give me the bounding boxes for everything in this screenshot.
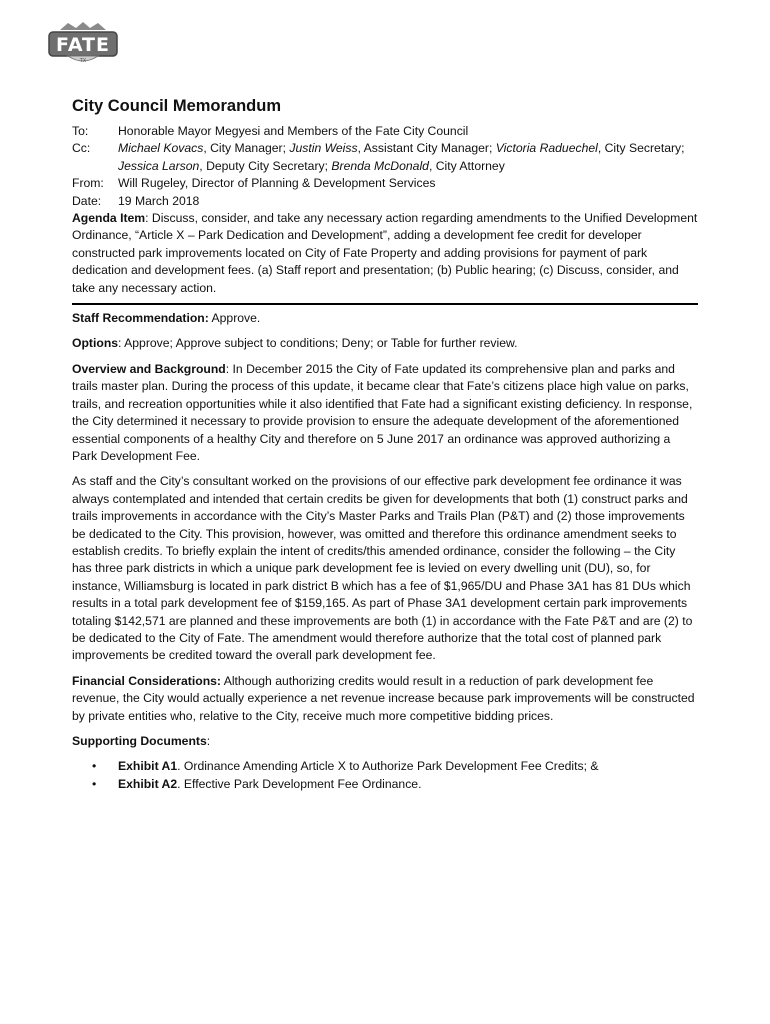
date-value: 19 March 2018 bbox=[118, 193, 200, 208]
cc-name: Brenda McDonald bbox=[331, 158, 429, 173]
financial-label: Financial Considerations: bbox=[72, 673, 221, 688]
page-title: City Council Memorandum bbox=[72, 97, 282, 115]
financial-considerations bbox=[72, 673, 698, 725]
agenda-text: : Discuss, consider, and take any necessary action regarding amendments to the Unified Development Ordinance, “Article X – Park Dedication and Development”, adding a development fee credit for developer constructed park improvements located on City of Fate Property and adding provisions for payment of park dedication and development fees. (a) Staff report and presentation; (b) Public hearing; (c) Discuss, consider, and take any necessary action. bbox=[72, 211, 698, 295]
exhibit-label: Exhibit A2 bbox=[118, 776, 178, 791]
cc-role: , Assistant City Manager; bbox=[357, 141, 496, 156]
options-text: : Approve; Approve subject to conditions; Deny; or Table for further review. bbox=[118, 336, 518, 351]
supporting-label: Supporting Documents bbox=[72, 734, 207, 748]
from-label: From: bbox=[72, 176, 104, 191]
list-item bbox=[72, 758, 698, 775]
exhibit-label: Exhibit A1 bbox=[118, 759, 178, 774]
supporting-documents-list bbox=[72, 758, 698, 793]
supporting-colon: : bbox=[206, 734, 211, 748]
fate-logo-icon bbox=[46, 20, 120, 66]
staff-recommendation-text: Approve. bbox=[208, 311, 261, 326]
overview-label: Overview and Background bbox=[72, 361, 226, 376]
bullet-icon: • bbox=[92, 776, 97, 791]
cc-role: , City Attorney bbox=[428, 158, 505, 173]
from-row bbox=[72, 175, 698, 192]
cc-label: Cc: bbox=[72, 141, 91, 156]
cc-role: , City Secretary; bbox=[597, 141, 685, 156]
to-label: To: bbox=[72, 124, 89, 138]
overview-text: : In December 2015 the City of Fate updated its comprehensive plan and parks and trails master plan. During the process of this update, it became clear that Fate’s citizens place high value on parks, trails, and recreation opportunities while it also identified that Fate had a significant existing deficiency. In response, the City determined it necessary to provide provision to ensure the adequate development of the aforementioned essential components of a healthy City and therefore on 5 June 2017 an ordinance was approved authorizing a Park Development Fee. bbox=[72, 361, 693, 463]
cc-name: Justin Weiss bbox=[289, 141, 358, 156]
agenda-label: Agenda Item bbox=[72, 211, 146, 226]
cc-name: Michael Kovacs bbox=[118, 141, 204, 156]
options-label: Options bbox=[72, 336, 119, 351]
logo-text: FATE bbox=[56, 34, 110, 56]
cc-name: Jessica Larson bbox=[118, 158, 200, 173]
options bbox=[72, 335, 698, 352]
list-item bbox=[72, 776, 698, 793]
agenda-item bbox=[72, 210, 698, 297]
financial-text: Although authorizing credits would result in a reduction of park development fee revenue, the City would actually experience a net revenue increase because park improvements will be constructed by private entities who, relative to the City, receive much more competitive bidding prices. bbox=[72, 673, 695, 723]
fate-logo bbox=[46, 20, 120, 66]
bullet-icon: • bbox=[92, 759, 97, 774]
credits-paragraph: As staff and the City’s consultant worked on the provisions of our effective park development fee ordinance it was always contemplated and intended that certain credits be given for developments that both (1) construct parks and trails improvements in accordance with the City’s Master Parks and Trails Plan (P&T) and (2) those improvements be dedicated to the City. This provision, however, was omitted and therefore this ordinance amendment seeks to establish credits. To briefly explain the intent of credits/this amended ordinance, consider the following – the City has three park districts in which a unique park development fee is levied on every dwelling unit (DU), so, for instance, Williamsburg is located in park district B which has a fee of $1,965/DU and Phase 3A1 has 81 DUs which results in a total park development fee of $159,165. As part of Phase 3A1 development certain park improvements totaling $142,571 are planned and these improvements are both (1) in accordance with the Fate P&T and are (2) to be dedicated to the City of Fate. The amendment would therefore authorize that the total cost of planned park improvements be credited toward the overall park development fee. bbox=[72, 474, 693, 663]
cc-role: , Deputy City Secretary; bbox=[199, 158, 332, 173]
cc-name: Victoria Raduechel bbox=[495, 141, 598, 156]
logo-small-text: TX bbox=[79, 58, 87, 64]
supporting-documents bbox=[72, 733, 698, 750]
date-row bbox=[72, 193, 698, 210]
to-row bbox=[72, 123, 698, 140]
cc-role: , City Manager; bbox=[203, 141, 290, 156]
cc-row bbox=[72, 140, 698, 175]
to-value: Honorable Mayor Megyesi and Members of the Fate City Council bbox=[118, 124, 469, 138]
staff-recommendation bbox=[72, 310, 698, 327]
staff-recommendation-label: Staff Recommendation: bbox=[72, 311, 209, 326]
from-value: Will Rugeley, Director of Planning & Development Services bbox=[118, 176, 436, 191]
section-divider bbox=[72, 303, 698, 305]
exhibit-text: . Effective Park Development Fee Ordinance. bbox=[177, 776, 422, 791]
cc-value bbox=[118, 140, 698, 175]
overview-background bbox=[72, 361, 698, 465]
exhibit-text: . Ordinance Amending Article X to Authorize Park Development Fee Credits; & bbox=[177, 759, 599, 774]
memo-content bbox=[72, 96, 698, 793]
date-label: Date: bbox=[72, 193, 102, 208]
